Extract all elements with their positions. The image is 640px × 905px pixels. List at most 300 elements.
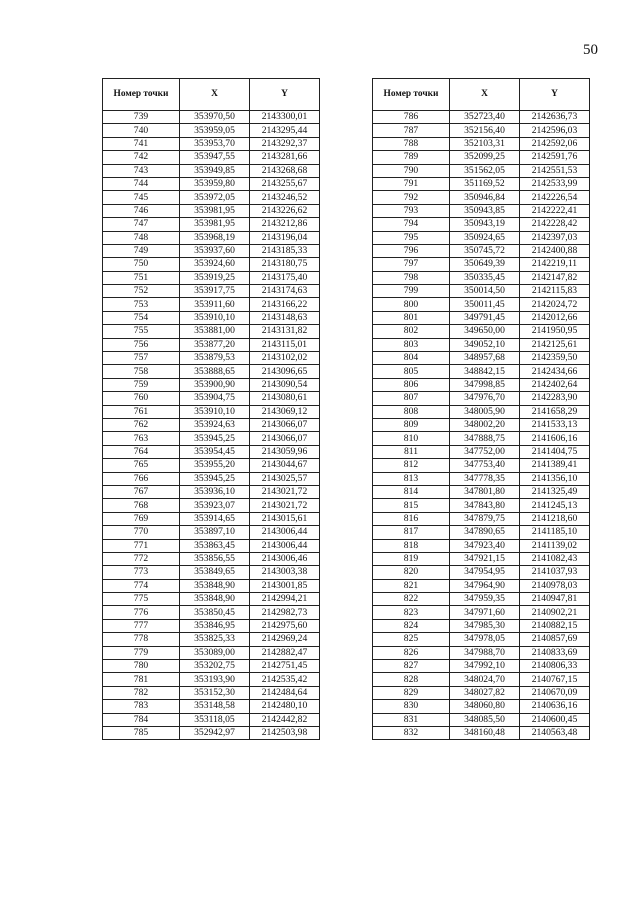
table-row xyxy=(103,552,320,565)
table-row xyxy=(103,271,320,284)
cell-point-number: 776 xyxy=(103,606,180,619)
cell-point-number: 808 xyxy=(373,405,450,418)
cell-point-number: 823 xyxy=(373,606,450,619)
cell-x: 348002,20 xyxy=(450,418,520,431)
cell-point-number: 769 xyxy=(103,512,180,525)
page-number: 50 xyxy=(583,42,598,58)
cell-x: 353900,90 xyxy=(180,378,250,391)
cell-x: 353959,80 xyxy=(180,177,250,190)
cell-point-number: 812 xyxy=(373,459,450,472)
table-row xyxy=(373,445,590,458)
cell-y: 2142115,83 xyxy=(520,285,590,298)
table-row xyxy=(373,111,590,124)
cell-point-number: 831 xyxy=(373,713,450,726)
cell-point-number: 751 xyxy=(103,271,180,284)
cell-point-number: 805 xyxy=(373,365,450,378)
cell-x: 349650,00 xyxy=(450,325,520,338)
cell-point-number: 788 xyxy=(373,137,450,150)
cell-y: 2142219,11 xyxy=(520,258,590,271)
cell-y: 2140947,81 xyxy=(520,593,590,606)
cell-y: 2140882,15 xyxy=(520,619,590,632)
cell-y: 2142596,03 xyxy=(520,124,590,137)
cell-x: 348160,48 xyxy=(450,726,520,739)
cell-point-number: 756 xyxy=(103,338,180,351)
cell-x: 347992,10 xyxy=(450,660,520,673)
cell-y: 2143003,38 xyxy=(250,566,320,579)
cell-y: 2143292,37 xyxy=(250,137,320,150)
table-header-row xyxy=(103,79,320,111)
header-y: Y xyxy=(520,79,590,111)
cell-y: 2143015,61 xyxy=(250,512,320,525)
cell-point-number: 801 xyxy=(373,311,450,324)
cell-x: 353924,63 xyxy=(180,418,250,431)
cell-y: 2142591,76 xyxy=(520,151,590,164)
cell-point-number: 826 xyxy=(373,646,450,659)
cell-point-number: 753 xyxy=(103,298,180,311)
table-row xyxy=(103,137,320,150)
table-row xyxy=(373,204,590,217)
cell-point-number: 747 xyxy=(103,218,180,231)
cell-y: 2142228,42 xyxy=(520,218,590,231)
cell-x: 350011,45 xyxy=(450,298,520,311)
table-row xyxy=(103,338,320,351)
cell-point-number: 739 xyxy=(103,111,180,124)
cell-y: 2143025,57 xyxy=(250,472,320,485)
cell-point-number: 806 xyxy=(373,378,450,391)
cell-x: 348060,80 xyxy=(450,700,520,713)
table-row xyxy=(373,673,590,686)
table-row xyxy=(103,298,320,311)
cell-point-number: 758 xyxy=(103,365,180,378)
cell-point-number: 827 xyxy=(373,660,450,673)
cell-point-number: 821 xyxy=(373,579,450,592)
cell-x: 347752,00 xyxy=(450,445,520,458)
cell-y: 2141389,41 xyxy=(520,459,590,472)
cell-point-number: 764 xyxy=(103,445,180,458)
table-row xyxy=(103,606,320,619)
cell-point-number: 803 xyxy=(373,338,450,351)
table-header-row xyxy=(373,79,590,111)
table-row xyxy=(373,191,590,204)
cell-x: 347923,40 xyxy=(450,539,520,552)
cell-x: 353972,05 xyxy=(180,191,250,204)
cell-y: 2141658,29 xyxy=(520,405,590,418)
header-point-number: Номер точки xyxy=(103,79,180,111)
cell-point-number: 768 xyxy=(103,499,180,512)
cell-x: 353848,90 xyxy=(180,579,250,592)
cell-y: 2142969,24 xyxy=(250,633,320,646)
cell-y: 2143090,54 xyxy=(250,378,320,391)
table-row xyxy=(373,593,590,606)
cell-y: 2143066,07 xyxy=(250,418,320,431)
cell-x: 350745,72 xyxy=(450,244,520,257)
cell-x: 353919,25 xyxy=(180,271,250,284)
cell-y: 2141218,60 xyxy=(520,512,590,525)
cell-y: 2140563,48 xyxy=(520,726,590,739)
table-row xyxy=(373,579,590,592)
cell-y: 2143268,68 xyxy=(250,164,320,177)
cell-y: 2143255,67 xyxy=(250,177,320,190)
table-row xyxy=(103,325,320,338)
table-row xyxy=(103,432,320,445)
cell-point-number: 775 xyxy=(103,593,180,606)
table-row xyxy=(373,338,590,351)
cell-x: 347964,90 xyxy=(450,579,520,592)
cell-point-number: 817 xyxy=(373,526,450,539)
table-row xyxy=(103,686,320,699)
cell-x: 353968,19 xyxy=(180,231,250,244)
cell-point-number: 759 xyxy=(103,378,180,391)
cell-x: 353954,45 xyxy=(180,445,250,458)
cell-point-number: 800 xyxy=(373,298,450,311)
table-row xyxy=(373,606,590,619)
cell-point-number: 820 xyxy=(373,566,450,579)
cell-y: 2143166,22 xyxy=(250,298,320,311)
cell-x: 353949,85 xyxy=(180,164,250,177)
table-row xyxy=(373,124,590,137)
table-row xyxy=(373,646,590,659)
cell-point-number: 832 xyxy=(373,726,450,739)
cell-x: 353089,00 xyxy=(180,646,250,659)
table-row xyxy=(373,552,590,565)
cell-point-number: 767 xyxy=(103,485,180,498)
header-y: Y xyxy=(250,79,320,111)
cell-x: 347998,85 xyxy=(450,378,520,391)
cell-x: 353936,10 xyxy=(180,485,250,498)
cell-x: 353825,33 xyxy=(180,633,250,646)
table-row xyxy=(373,633,590,646)
cell-y: 2142982,73 xyxy=(250,606,320,619)
table-row xyxy=(103,526,320,539)
cell-x: 353970,50 xyxy=(180,111,250,124)
cell-point-number: 741 xyxy=(103,137,180,150)
cell-y: 2143001,85 xyxy=(250,579,320,592)
cell-point-number: 809 xyxy=(373,418,450,431)
cell-y: 2142283,90 xyxy=(520,392,590,405)
cell-x: 353955,20 xyxy=(180,459,250,472)
cell-y: 2142397,03 xyxy=(520,231,590,244)
cell-point-number: 740 xyxy=(103,124,180,137)
cell-x: 350946,84 xyxy=(450,191,520,204)
table-row xyxy=(373,392,590,405)
cell-y: 2143069,12 xyxy=(250,405,320,418)
cell-point-number: 815 xyxy=(373,499,450,512)
cell-point-number: 802 xyxy=(373,325,450,338)
table-row xyxy=(373,164,590,177)
cell-y: 2143148,63 xyxy=(250,311,320,324)
cell-point-number: 818 xyxy=(373,539,450,552)
cell-point-number: 765 xyxy=(103,459,180,472)
cell-y: 2143295,44 xyxy=(250,124,320,137)
cell-x: 353148,58 xyxy=(180,700,250,713)
table-row xyxy=(373,311,590,324)
cell-y: 2140978,03 xyxy=(520,579,590,592)
table-body-left xyxy=(103,111,320,740)
cell-y: 2142535,42 xyxy=(250,673,320,686)
cell-x: 351169,52 xyxy=(450,177,520,190)
cell-point-number: 742 xyxy=(103,151,180,164)
table-row xyxy=(103,485,320,498)
cell-y: 2141325,49 xyxy=(520,485,590,498)
cell-y: 2143059,96 xyxy=(250,445,320,458)
cell-point-number: 781 xyxy=(103,673,180,686)
table-row xyxy=(103,151,320,164)
cell-y: 2143196,04 xyxy=(250,231,320,244)
cell-x: 353945,25 xyxy=(180,432,250,445)
cell-y: 2142012,66 xyxy=(520,311,590,324)
cell-point-number: 825 xyxy=(373,633,450,646)
cell-x: 353910,10 xyxy=(180,405,250,418)
cell-y: 2140670,09 xyxy=(520,686,590,699)
coordinates-table-right xyxy=(372,78,590,740)
table-row xyxy=(103,218,320,231)
cell-x: 351562,05 xyxy=(450,164,520,177)
table-row xyxy=(103,593,320,606)
cell-point-number: 786 xyxy=(373,111,450,124)
table-row xyxy=(103,726,320,739)
table-row xyxy=(373,432,590,445)
cell-x: 349791,45 xyxy=(450,311,520,324)
cell-x: 352099,25 xyxy=(450,151,520,164)
cell-y: 2141533,13 xyxy=(520,418,590,431)
cell-point-number: 794 xyxy=(373,218,450,231)
cell-point-number: 824 xyxy=(373,619,450,632)
cell-x: 348027,82 xyxy=(450,686,520,699)
table-row xyxy=(103,459,320,472)
cell-point-number: 782 xyxy=(103,686,180,699)
table-row xyxy=(373,459,590,472)
table-row xyxy=(103,633,320,646)
cell-point-number: 777 xyxy=(103,619,180,632)
table-row xyxy=(373,539,590,552)
cell-x: 347879,75 xyxy=(450,512,520,525)
cell-x: 350943,19 xyxy=(450,218,520,231)
cell-x: 353945,25 xyxy=(180,472,250,485)
cell-y: 2143175,40 xyxy=(250,271,320,284)
cell-y: 2141082,43 xyxy=(520,552,590,565)
cell-y: 2140857,69 xyxy=(520,633,590,646)
table-row xyxy=(103,579,320,592)
table-row xyxy=(103,700,320,713)
table-row xyxy=(103,713,320,726)
cell-y: 2141037,93 xyxy=(520,566,590,579)
table-row xyxy=(373,485,590,498)
cell-y: 2142402,64 xyxy=(520,378,590,391)
cell-x: 353981,95 xyxy=(180,204,250,217)
cell-y: 2142024,72 xyxy=(520,298,590,311)
table-row xyxy=(103,405,320,418)
cell-y: 2141185,10 xyxy=(520,526,590,539)
cell-x: 347778,35 xyxy=(450,472,520,485)
table-row xyxy=(103,472,320,485)
cell-x: 353846,95 xyxy=(180,619,250,632)
table-row xyxy=(373,271,590,284)
cell-point-number: 760 xyxy=(103,392,180,405)
table-row xyxy=(373,378,590,391)
cell-x: 353937,60 xyxy=(180,244,250,257)
cell-x: 350924,65 xyxy=(450,231,520,244)
table-row xyxy=(373,686,590,699)
table-row xyxy=(373,151,590,164)
cell-x: 347971,60 xyxy=(450,606,520,619)
cell-point-number: 778 xyxy=(103,633,180,646)
cell-point-number: 774 xyxy=(103,579,180,592)
cell-y: 2143006,44 xyxy=(250,526,320,539)
table-row xyxy=(103,378,320,391)
table-row xyxy=(103,499,320,512)
cell-x: 353917,75 xyxy=(180,285,250,298)
cell-point-number: 811 xyxy=(373,445,450,458)
cell-point-number: 744 xyxy=(103,177,180,190)
table-row xyxy=(373,325,590,338)
table-row xyxy=(103,258,320,271)
cell-y: 2141950,95 xyxy=(520,325,590,338)
cell-y: 2142533,99 xyxy=(520,177,590,190)
table-row xyxy=(103,673,320,686)
cell-point-number: 766 xyxy=(103,472,180,485)
cell-x: 353959,05 xyxy=(180,124,250,137)
header-x: X xyxy=(450,79,520,111)
cell-x: 353953,70 xyxy=(180,137,250,150)
cell-x: 353863,45 xyxy=(180,539,250,552)
coordinates-table-left xyxy=(102,78,320,740)
cell-y: 2142359,50 xyxy=(520,352,590,365)
table-row xyxy=(103,285,320,298)
cell-y: 2143066,07 xyxy=(250,432,320,445)
table-row xyxy=(103,392,320,405)
cell-y: 2142551,53 xyxy=(520,164,590,177)
cell-y: 2142147,82 xyxy=(520,271,590,284)
cell-y: 2143180,75 xyxy=(250,258,320,271)
cell-point-number: 790 xyxy=(373,164,450,177)
cell-y: 2142434,66 xyxy=(520,365,590,378)
cell-x: 350335,45 xyxy=(450,271,520,284)
cell-point-number: 798 xyxy=(373,271,450,284)
cell-x: 352103,31 xyxy=(450,137,520,150)
cell-y: 2143131,82 xyxy=(250,325,320,338)
cell-point-number: 755 xyxy=(103,325,180,338)
cell-point-number: 797 xyxy=(373,258,450,271)
cell-x: 347988,70 xyxy=(450,646,520,659)
cell-x: 347959,35 xyxy=(450,593,520,606)
cell-point-number: 792 xyxy=(373,191,450,204)
cell-point-number: 816 xyxy=(373,512,450,525)
table-body-right xyxy=(373,111,590,740)
cell-point-number: 829 xyxy=(373,686,450,699)
cell-x: 353924,60 xyxy=(180,258,250,271)
cell-point-number: 762 xyxy=(103,418,180,431)
table-row xyxy=(103,660,320,673)
cell-point-number: 770 xyxy=(103,526,180,539)
cell-y: 2141356,10 xyxy=(520,472,590,485)
cell-y: 2140600,45 xyxy=(520,713,590,726)
cell-y: 2142125,61 xyxy=(520,338,590,351)
cell-point-number: 773 xyxy=(103,566,180,579)
table-row xyxy=(103,619,320,632)
cell-point-number: 780 xyxy=(103,660,180,673)
cell-y: 2140767,15 xyxy=(520,673,590,686)
cell-y: 2142484,64 xyxy=(250,686,320,699)
table-row xyxy=(373,244,590,257)
header-x: X xyxy=(180,79,250,111)
cell-y: 2142442,82 xyxy=(250,713,320,726)
cell-y: 2142480,10 xyxy=(250,700,320,713)
cell-x: 352942,97 xyxy=(180,726,250,739)
table-row xyxy=(373,298,590,311)
cell-point-number: 814 xyxy=(373,485,450,498)
cell-y: 2142994,21 xyxy=(250,593,320,606)
cell-x: 353849,65 xyxy=(180,566,250,579)
cell-x: 353152,30 xyxy=(180,686,250,699)
table-row xyxy=(103,352,320,365)
cell-x: 347890,65 xyxy=(450,526,520,539)
cell-y: 2141606,16 xyxy=(520,432,590,445)
cell-y: 2141404,75 xyxy=(520,445,590,458)
cell-y: 2143021,72 xyxy=(250,499,320,512)
table-row xyxy=(103,111,320,124)
cell-point-number: 785 xyxy=(103,726,180,739)
cell-x: 347976,70 xyxy=(450,392,520,405)
table-row xyxy=(103,539,320,552)
cell-point-number: 743 xyxy=(103,164,180,177)
cell-y: 2143006,46 xyxy=(250,552,320,565)
cell-y: 2142222,41 xyxy=(520,204,590,217)
cell-y: 2143080,61 xyxy=(250,392,320,405)
cell-y: 2141245,13 xyxy=(520,499,590,512)
cell-y: 2143212,86 xyxy=(250,218,320,231)
cell-point-number: 750 xyxy=(103,258,180,271)
header-point-number: Номер точки xyxy=(373,79,450,111)
table-row xyxy=(373,365,590,378)
cell-x: 353879,53 xyxy=(180,352,250,365)
table-row xyxy=(103,365,320,378)
cell-x: 353897,10 xyxy=(180,526,250,539)
table-row xyxy=(103,311,320,324)
cell-y: 2140833,69 xyxy=(520,646,590,659)
cell-y: 2142400,88 xyxy=(520,244,590,257)
cell-point-number: 763 xyxy=(103,432,180,445)
table-row xyxy=(373,405,590,418)
cell-point-number: 754 xyxy=(103,311,180,324)
cell-x: 353888,65 xyxy=(180,365,250,378)
cell-point-number: 830 xyxy=(373,700,450,713)
cell-point-number: 828 xyxy=(373,673,450,686)
cell-point-number: 796 xyxy=(373,244,450,257)
table-row xyxy=(103,191,320,204)
cell-y: 2142751,45 xyxy=(250,660,320,673)
cell-y: 2140902,21 xyxy=(520,606,590,619)
cell-y: 2142882,47 xyxy=(250,646,320,659)
table-row xyxy=(373,285,590,298)
table-row xyxy=(103,646,320,659)
cell-point-number: 791 xyxy=(373,177,450,190)
cell-x: 347978,05 xyxy=(450,633,520,646)
cell-x: 350649,39 xyxy=(450,258,520,271)
cell-point-number: 772 xyxy=(103,552,180,565)
table-row xyxy=(373,231,590,244)
cell-x: 353881,00 xyxy=(180,325,250,338)
table-row xyxy=(103,204,320,217)
table-row xyxy=(373,512,590,525)
cell-x: 348085,50 xyxy=(450,713,520,726)
table-row xyxy=(103,512,320,525)
table-row xyxy=(373,499,590,512)
cell-x: 350943,85 xyxy=(450,204,520,217)
cell-x: 353850,45 xyxy=(180,606,250,619)
cell-point-number: 804 xyxy=(373,352,450,365)
cell-x: 348005,90 xyxy=(450,405,520,418)
cell-point-number: 783 xyxy=(103,700,180,713)
